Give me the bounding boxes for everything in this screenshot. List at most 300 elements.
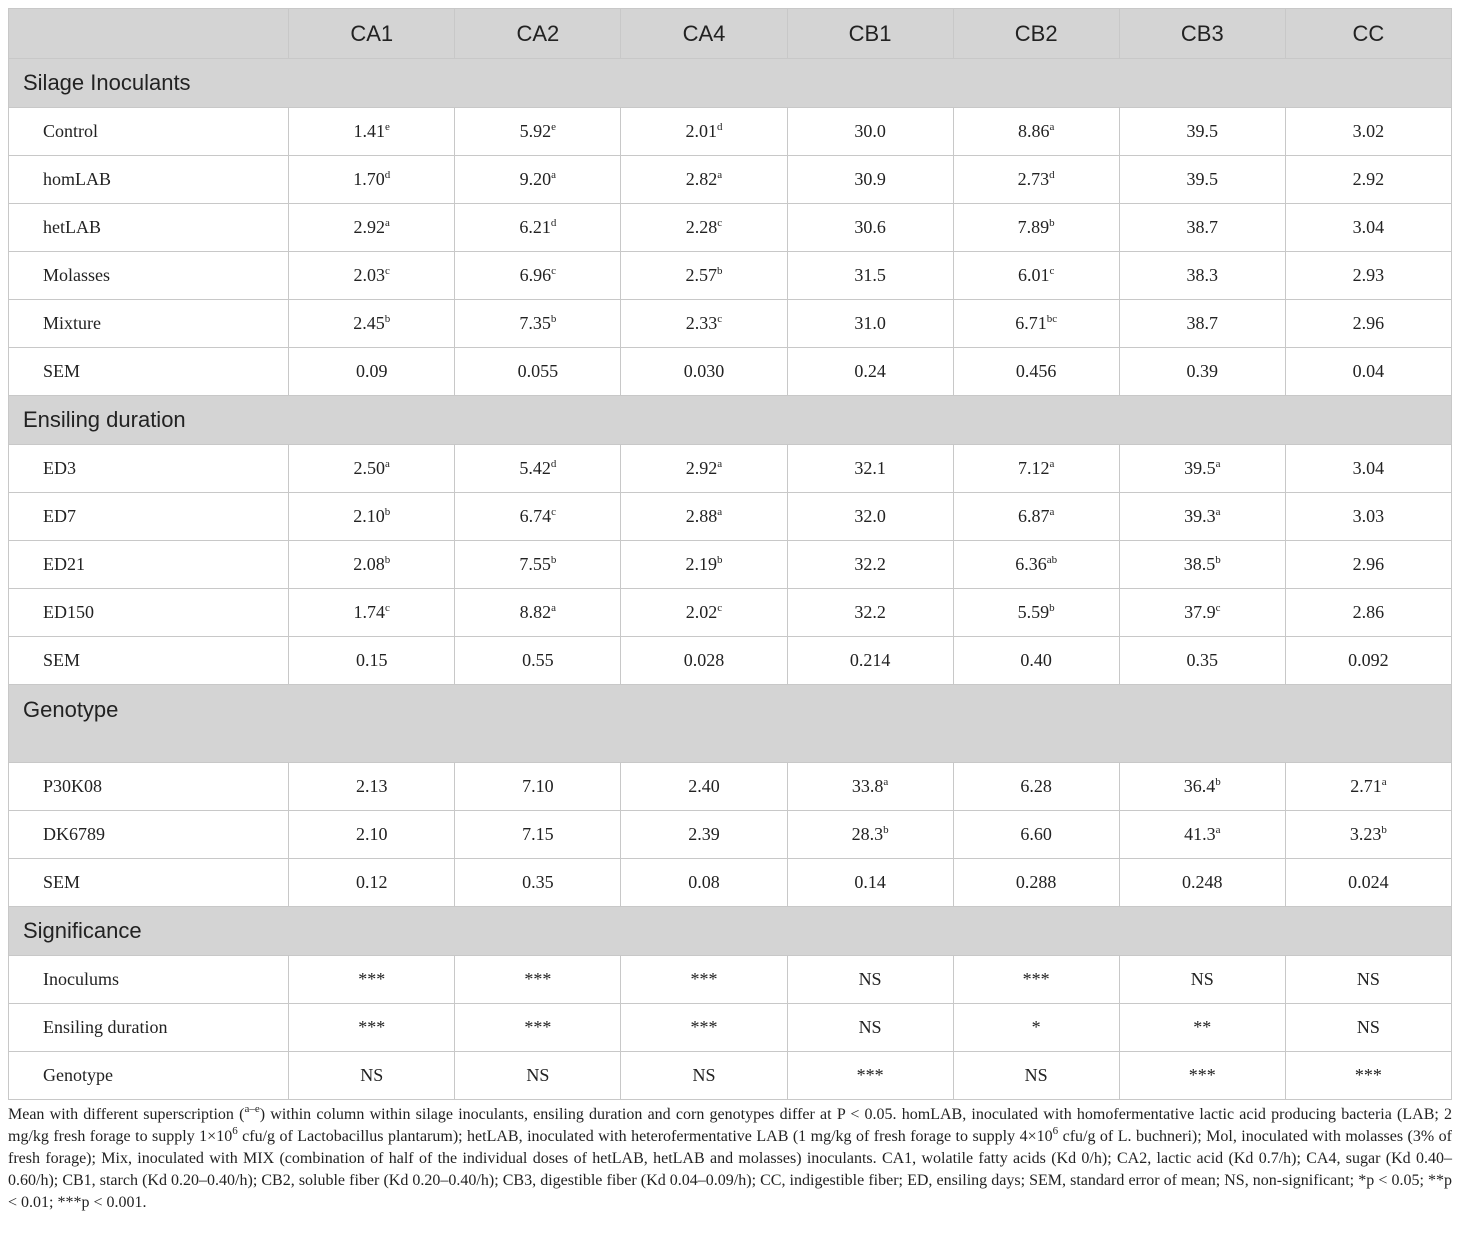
cell-value: 2.40 (688, 776, 720, 796)
cell-superscript: d (1049, 169, 1055, 181)
table-cell (1285, 493, 1451, 541)
cell-superscript: b (550, 554, 557, 566)
table-cell (1285, 589, 1451, 637)
table-cell (1285, 445, 1451, 493)
results-table (8, 8, 1452, 1100)
cell-superscript: a (1049, 121, 1055, 133)
cell-value: NS (1356, 969, 1380, 989)
cell-value: NS (858, 969, 882, 989)
cell-value: 5.92 (519, 121, 552, 141)
cell-superscript: d (550, 217, 557, 229)
cell-value: 0.08 (688, 872, 720, 892)
cell-value: 33.8 (851, 776, 884, 796)
cell-superscript: a (717, 458, 723, 470)
table-cell (1119, 493, 1285, 541)
table-cell (787, 300, 953, 348)
table-cell (787, 108, 953, 156)
cell-value: 0.248 (1182, 872, 1223, 892)
cell-value: *** (1188, 1065, 1216, 1085)
section-title: Significance (9, 907, 1452, 956)
cell-value: 3.04 (1352, 458, 1385, 478)
row-label: Control (9, 108, 289, 156)
table-cell (1285, 108, 1451, 156)
table-cell (1119, 811, 1285, 859)
cell-value: NS (1190, 969, 1214, 989)
table-cell (621, 1004, 787, 1052)
table-cell (621, 300, 787, 348)
cell-value: 0.030 (683, 361, 725, 381)
footnote-text: Mean with different superscription ( (8, 1106, 245, 1123)
cell-value: 8.82 (519, 602, 552, 622)
cell-value: 2.96 (1352, 313, 1385, 333)
table-body (9, 59, 1452, 1100)
cell-superscript: c (717, 602, 723, 614)
row-label: Molasses (9, 252, 289, 300)
cell-superscript: ab (1046, 554, 1058, 566)
table-cell (787, 156, 953, 204)
cell-value: 36.4 (1183, 776, 1216, 796)
cell-value: *** (358, 969, 386, 989)
cell-value: *** (1022, 969, 1050, 989)
cell-value: 5.59 (1017, 602, 1050, 622)
cell-value: 7.35 (519, 313, 551, 333)
table-cell (455, 859, 621, 907)
cell-value: 28.3 (851, 824, 884, 844)
row-label: ED7 (9, 493, 289, 541)
cell-value: *** (856, 1065, 884, 1085)
cell-value: 0.028 (683, 650, 725, 670)
cell-superscript: b (1381, 824, 1387, 836)
row-label: ED150 (9, 589, 289, 637)
column-header-cb2: CB2 (953, 9, 1119, 59)
cell-value: 7.89 (1017, 217, 1050, 237)
table-cell (455, 763, 621, 811)
cell-value: 2.50 (353, 458, 386, 478)
table-cell (289, 541, 455, 589)
table-cell (289, 300, 455, 348)
cell-superscript: d (384, 169, 391, 181)
cell-value: 0.55 (522, 650, 554, 670)
table-cell (289, 493, 455, 541)
table-cell (953, 108, 1119, 156)
footnote-superscript: 6 (232, 1125, 238, 1137)
table-cell (1119, 252, 1285, 300)
cell-value: 30.6 (854, 217, 886, 237)
cell-superscript: b (384, 554, 391, 566)
table-header (9, 9, 1452, 59)
table-cell (1285, 204, 1451, 252)
table-row (9, 1004, 1452, 1052)
cell-value: *** (524, 969, 552, 989)
table-cell (787, 859, 953, 907)
cell-value: 8.86 (1017, 121, 1050, 141)
cell-value: 2.93 (1352, 265, 1385, 285)
cell-superscript: d (550, 458, 557, 470)
column-header-ca4: CA4 (621, 9, 787, 59)
table-cell (289, 589, 455, 637)
table-cell (455, 493, 621, 541)
cell-value: 0.04 (1352, 361, 1385, 381)
cell-value: 37.9 (1184, 602, 1216, 622)
cell-value: 38.3 (1186, 265, 1219, 285)
table-cell (787, 811, 953, 859)
row-label: hetLAB (9, 204, 289, 252)
table-cell (1119, 859, 1285, 907)
table-cell (787, 445, 953, 493)
table-cell (1119, 156, 1285, 204)
table-row (9, 493, 1452, 541)
table-cell (1285, 156, 1451, 204)
cell-value: 2.10 (355, 824, 388, 844)
cell-value: 2.88 (685, 506, 718, 526)
table-row (9, 300, 1452, 348)
cell-superscript: c (385, 265, 390, 277)
table-cell (455, 541, 621, 589)
cell-value: NS (1356, 1017, 1380, 1037)
row-label: Mixture (9, 300, 289, 348)
table-cell (1119, 108, 1285, 156)
cell-superscript: b (1215, 554, 1221, 566)
cell-value: 2.02 (685, 602, 718, 622)
cell-value: 0.35 (1186, 650, 1219, 670)
table-cell (787, 589, 953, 637)
table-row (9, 637, 1452, 685)
table-cell (953, 811, 1119, 859)
cell-value: 6.21 (519, 217, 551, 237)
cell-value: 32.0 (854, 506, 886, 526)
row-label: P30K08 (9, 763, 289, 811)
table-cell (455, 300, 621, 348)
section-row (9, 685, 1452, 763)
table-row (9, 763, 1452, 811)
table-cell (1119, 956, 1285, 1004)
cell-superscript: d (716, 121, 723, 133)
table-cell (953, 204, 1119, 252)
footnote-text: cfu/g of L. buchneri); Mol, inoculated with molasses (3% of fresh forage); Mix, inoculated with MIX (combination of half of the individual doses of hetLAB, hetLAB and molasses) inoculants. CA1, wolatile fatty acids (Kd 0/h); CA2, lactic acid (Kd 0.7/h); CA4, sugar (Kd 0.40–0.60/h); CB1, starch (Kd 0.20–0.40/h); CB2, soluble fiber (Kd 0.20–0.40/h); CB3, digestible fiber (Kd 0.04–0.09/h); CC, indigestible fiber; ED, ensiling days; SEM, standard error of mean; NS, non-significant; *p < 0.05; **p < 0.01; ***p < 0.001. (8, 1128, 1453, 1211)
table-row (9, 859, 1452, 907)
table-cell (1285, 859, 1451, 907)
table-cell (953, 763, 1119, 811)
cell-value: NS (1024, 1065, 1048, 1085)
cell-superscript: a (883, 776, 889, 788)
section-row (9, 396, 1452, 445)
table-cell (289, 1004, 455, 1052)
section-title: Silage Inoculants (9, 59, 1452, 108)
cell-value: 5.42 (519, 458, 551, 478)
table-cell (621, 956, 787, 1004)
cell-value: 2.45 (353, 313, 385, 333)
table-cell (455, 637, 621, 685)
table-cell (1285, 763, 1451, 811)
cell-value: 2.39 (688, 824, 720, 844)
header-row (9, 9, 1452, 59)
row-label: Ensiling duration (9, 1004, 289, 1052)
row-label: ED3 (9, 445, 289, 493)
cell-superscript: b (716, 265, 723, 277)
cell-value: 0.456 (1015, 361, 1057, 381)
table-cell (1285, 541, 1451, 589)
cell-value: 39.5 (1184, 458, 1216, 478)
table-row (9, 811, 1452, 859)
cell-superscript: e (551, 121, 557, 133)
table-cell (455, 956, 621, 1004)
table-cell (953, 859, 1119, 907)
header-empty (9, 9, 289, 59)
table-cell (621, 811, 787, 859)
cell-superscript: b (384, 506, 391, 518)
cell-value: 2.57 (685, 265, 717, 285)
table-row (9, 348, 1452, 396)
cell-value: 7.55 (519, 554, 551, 574)
table-cell (289, 445, 455, 493)
table-cell (787, 1052, 953, 1100)
table-cell (455, 1004, 621, 1052)
cell-value: 6.87 (1017, 506, 1050, 526)
table-cell (289, 637, 455, 685)
cell-value: 32.2 (854, 602, 886, 622)
row-label: SEM (9, 637, 289, 685)
cell-value: 0.12 (355, 872, 388, 892)
cell-superscript: c (717, 313, 723, 325)
table-cell (1119, 204, 1285, 252)
cell-superscript: a (1049, 458, 1055, 470)
table-cell (289, 108, 455, 156)
table-cell (1285, 811, 1451, 859)
cell-value: 31.0 (854, 313, 886, 333)
cell-value: 1.74 (353, 602, 386, 622)
table-cell (455, 156, 621, 204)
table-cell (787, 763, 953, 811)
cell-value: 0.288 (1015, 872, 1057, 892)
cell-value: 3.23 (1349, 824, 1382, 844)
cell-value: 0.39 (1186, 361, 1219, 381)
cell-value: 2.19 (685, 554, 717, 574)
cell-superscript: b (384, 313, 391, 325)
cell-superscript: b (1215, 776, 1221, 788)
cell-superscript: a (385, 217, 390, 229)
footnote-superscript: 6 (1052, 1125, 1059, 1137)
table-cell (953, 156, 1119, 204)
table-cell (621, 204, 787, 252)
cell-value: 0.214 (849, 650, 891, 670)
table-cell (289, 204, 455, 252)
table-cell (455, 252, 621, 300)
cell-superscript: b (883, 824, 889, 836)
section-title: Ensiling duration (9, 396, 1452, 445)
table-cell (1119, 589, 1285, 637)
table-cell (1285, 300, 1451, 348)
cell-value: 0.09 (355, 361, 388, 381)
row-label: SEM (9, 348, 289, 396)
cell-superscript: a (385, 458, 390, 470)
table-cell (787, 252, 953, 300)
table-cell (621, 589, 787, 637)
cell-value: 2.01 (685, 121, 717, 141)
table-cell (455, 589, 621, 637)
table-cell (621, 1052, 787, 1100)
table-cell (289, 763, 455, 811)
table-cell (787, 541, 953, 589)
table-cell (621, 763, 787, 811)
table-cell (455, 204, 621, 252)
cell-superscript: a (1215, 506, 1221, 518)
cell-value: * (1031, 1017, 1041, 1037)
cell-value: 39.3 (1184, 506, 1216, 526)
table-cell (1119, 1052, 1285, 1100)
cell-superscript: c (1215, 602, 1221, 614)
cell-value: 7.10 (522, 776, 554, 796)
table-row (9, 204, 1452, 252)
cell-superscript: a (1049, 506, 1055, 518)
table-cell (953, 493, 1119, 541)
table-cell (953, 348, 1119, 396)
cell-value: 1.41 (353, 121, 386, 141)
cell-value: 2.92 (685, 458, 718, 478)
cell-value: 1.70 (353, 169, 385, 189)
table-cell (787, 956, 953, 1004)
table-container (8, 8, 1452, 1214)
cell-superscript: b (1049, 217, 1055, 229)
table-cell (621, 252, 787, 300)
cell-superscript: e (385, 121, 390, 133)
cell-value: 38.7 (1186, 313, 1219, 333)
table-row (9, 956, 1452, 1004)
table-cell (787, 1004, 953, 1052)
table-cell (1119, 445, 1285, 493)
cell-value: 2.71 (1350, 776, 1382, 796)
table-cell (621, 637, 787, 685)
table-row (9, 445, 1452, 493)
cell-value: 0.35 (522, 872, 554, 892)
cell-value: 2.33 (685, 313, 718, 333)
cell-superscript: a (1215, 824, 1221, 836)
cell-value: 6.01 (1017, 265, 1050, 285)
cell-value: 6.28 (1020, 776, 1052, 796)
cell-value: 39.5 (1186, 169, 1219, 189)
table-cell (1285, 1004, 1451, 1052)
cell-superscript: a (551, 602, 557, 614)
table-cell (621, 445, 787, 493)
cell-superscript: a (551, 169, 557, 181)
cell-superscript: b (1049, 602, 1055, 614)
column-header-cb1: CB1 (787, 9, 953, 59)
table-row (9, 541, 1452, 589)
cell-superscript: b (716, 554, 723, 566)
column-header-ca1: CA1 (289, 9, 455, 59)
cell-value: 3.02 (1352, 121, 1385, 141)
table-cell (787, 204, 953, 252)
cell-value: 2.03 (353, 265, 386, 285)
column-header-ca2: CA2 (455, 9, 621, 59)
cell-value: NS (858, 1017, 882, 1037)
column-header-cb3: CB3 (1119, 9, 1285, 59)
table-cell (455, 811, 621, 859)
table-cell (1285, 252, 1451, 300)
cell-value: 2.13 (355, 776, 388, 796)
cell-value: 0.15 (355, 650, 388, 670)
cell-value: 3.03 (1352, 506, 1385, 526)
cell-value: *** (1354, 1065, 1382, 1085)
cell-value: 9.20 (519, 169, 552, 189)
table-row (9, 1052, 1452, 1100)
table-cell (621, 108, 787, 156)
cell-value: 2.96 (1352, 554, 1385, 574)
cell-value: 2.92 (1352, 169, 1385, 189)
row-label: DK6789 (9, 811, 289, 859)
cell-value: 2.92 (353, 217, 386, 237)
table-cell (953, 541, 1119, 589)
cell-value: *** (524, 1017, 552, 1037)
table-cell (953, 956, 1119, 1004)
cell-value: 30.0 (854, 121, 886, 141)
cell-value: 6.36 (1015, 554, 1047, 574)
table-cell (455, 348, 621, 396)
cell-value: *** (690, 969, 718, 989)
table-cell (1285, 1052, 1451, 1100)
cell-value: 2.08 (353, 554, 385, 574)
cell-value: 2.10 (353, 506, 385, 526)
table-cell (1285, 956, 1451, 1004)
table-cell (289, 156, 455, 204)
cell-value: NS (360, 1065, 384, 1085)
cell-value: NS (692, 1065, 716, 1085)
cell-superscript: c (385, 602, 390, 614)
table-cell (289, 859, 455, 907)
footnote-text: cfu/g of Lactobacillus plantarum); hetLAB, inoculated with heterofermentative LAB (1 mg/kg of fresh forage to supply 4×10 (237, 1128, 1053, 1145)
cell-value: 38.5 (1183, 554, 1216, 574)
table-cell (289, 811, 455, 859)
table-row (9, 108, 1452, 156)
table-cell (621, 156, 787, 204)
table-cell (621, 541, 787, 589)
table-cell (787, 348, 953, 396)
cell-superscript: a (1381, 776, 1387, 788)
table-cell (455, 1052, 621, 1100)
cell-value: 2.28 (685, 217, 718, 237)
cell-value: 41.3 (1184, 824, 1216, 844)
cell-value: 30.9 (854, 169, 886, 189)
table-cell (289, 1052, 455, 1100)
row-label: Inoculums (9, 956, 289, 1004)
footnote-superscript: a–e (244, 1103, 260, 1115)
cell-superscript: a (717, 169, 723, 181)
cell-value: 0.024 (1348, 872, 1389, 892)
table-cell (289, 252, 455, 300)
table-cell (1285, 637, 1451, 685)
cell-value: 2.73 (1017, 169, 1050, 189)
table-cell (953, 252, 1119, 300)
cell-value: 6.96 (519, 265, 552, 285)
cell-value: 6.71 (1015, 313, 1047, 333)
cell-superscript: a (717, 506, 723, 518)
table-cell (455, 108, 621, 156)
table-cell (953, 637, 1119, 685)
cell-superscript: c (1049, 265, 1055, 277)
cell-value: 6.74 (519, 506, 552, 526)
table-cell (953, 1052, 1119, 1100)
table-cell (289, 956, 455, 1004)
cell-value: 2.86 (1352, 602, 1385, 622)
row-label: homLAB (9, 156, 289, 204)
cell-value: 3.04 (1352, 217, 1385, 237)
cell-value: 32.2 (854, 554, 886, 574)
section-row (9, 59, 1452, 108)
row-label: Genotype (9, 1052, 289, 1100)
table-cell (1119, 348, 1285, 396)
cell-superscript: c (717, 217, 723, 229)
cell-value: *** (358, 1017, 386, 1037)
cell-value: 7.12 (1017, 458, 1050, 478)
